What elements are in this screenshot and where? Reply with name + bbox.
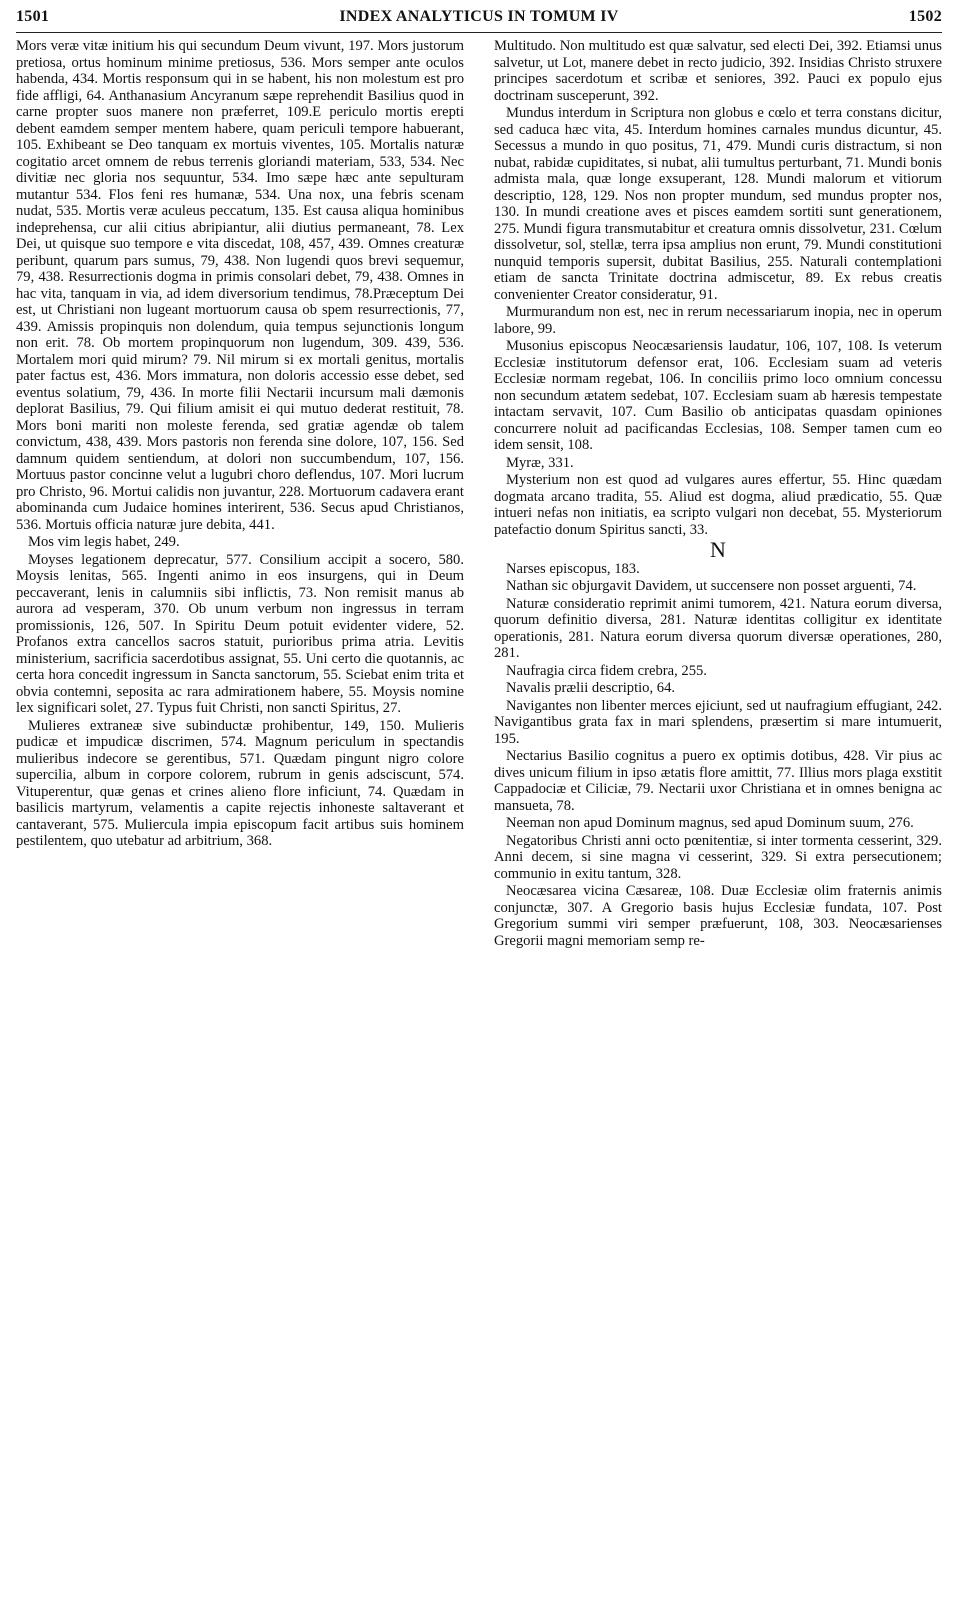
index-entry-navigantes: Navigantes non libenter merces ejiciunt, sed ut naufragium effugiant, 242. Navigantibus grata fax in mari splendens, præsertim si mare intumuerit, 195. — [494, 697, 942, 747]
index-entry-murmurandum: Murmurandum non est, nec in rerum necessariarum inopia, nec in operum labore, 99. — [494, 304, 942, 337]
running-title: INDEX ANALYTICUS IN TOMUM IV — [339, 8, 619, 25]
section-letter-n: N — [710, 537, 726, 562]
index-entry-navalis: Navalis prælii descriptio, 64. — [506, 680, 676, 696]
index-entry-moyses: Moyses legationem deprecatur, 577. Consilium accipit a socero, 580. Moysis lenitas, 565. Ingenti animo in eos insurgens, qui in Deum peccaverant, lenis in calumniis sibi inflictis, 73. Non remisit manus ab aurora ad vesperam, 370. Ob unum verbum non ingressus in terram promissionis, 126, 507. In Spiritu Deum potuit evidenter videre, 52. Profanos extra cancellos sacros statuit, purioribus prima atria. Levitis ministerium, sacrificia sacerdotibus assignat, 55. Uni certo die quotannis, ac certa hora concedit ingressum in Sancta sanctorum, 55. Sciebat enim trita et obvia contemni, seposita ac rara admirationem habere, 55. Moysis nomine lex significari solet, 27. Typus fuit Christi, non sancti Spiritus, 27. — [16, 551, 464, 716]
page-header — [16, 6, 942, 33]
index-entry-nectarius: Nectarius Basilio cognitus a puero ex optimis dotibus, 428. Vir pius ac dives unicum filium in ipso ætatis flore amittit, 77. Illius mors plaga exstitit Cappadociæ et Ciliciæ, 79. Nectarii uxor Christiana et in omnes benigna ac mansueta, 78. — [494, 748, 942, 814]
index-entry-narses: Narses episcopus, 183. — [506, 560, 640, 577]
index-entry-negatoribus: Negatoribus Christi anni octo pœnitentiæ, si inter tormenta cesserint, 329. Anni decem, si sine magna vi cesserint, 329. Si extra persecutionem; communio in exitu tantum, 328. — [494, 832, 942, 882]
right-column — [494, 38, 942, 950]
index-entry-mysterium: Mysterium non est quod ad vulgares aures effertur, 55. Hinc quædam dogmata arcano tradita, 55. Aliud est dogma, aliud prædicatio, 55. Quæ intueri nefas non initiatis, ea scripto vulgari non decebat, 55. Mysteriorum patefactio donum Spiritus sancti, 33. — [494, 472, 942, 538]
index-entry-neeman: Neeman non apud Dominum magnus, sed apud Dominum suum, 276. — [506, 815, 914, 831]
index-entry-neocaesarea: Neocæsarea vicina Cæsareæ, 108. Duæ Ecclesiæ olim fraternis animis conjunctæ, 307. A Gregorio basis hujus Ecclesiæ fundata, 107. Post Gregorium summi viri semper præfuerunt, 108, 303. Neocæsarienses Gregorii magni memoriam semp re- — [494, 883, 942, 949]
index-entry-mulieres: Mulieres extraneæ sive subinductæ prohibentur, 149, 150. Mulieris pudicæ et impudicæ discrimen, 574. Magnum periculum in spectandis mulieribus indecore se gerentibus, 571. Quædam pingunt nigro colore supercilia, album in corpore colorem, rubrum in genis adsciscunt, 574. Vituperentur, quæ genas et crines alieno flore inficiunt, 74. Quædam in basilicis martyrum, velamentis a capite rejectis inhoneste saltaverant et cantaverant, 575. Muliercula impia episcopum facit artibus suis hominem pestilentem, quo utebatur ad arbitrium, 368. — [16, 717, 464, 849]
index-entry-naufragia: Naufragia circa fidem crebra, 255. — [506, 662, 707, 679]
page-number-left: 1501 — [16, 8, 50, 25]
index-entry-naturae: Naturæ consideratio reprimit animi tumorem, 421. Natura eorum diversa, quorum definitio diversa, 281. Naturæ identitas colligitur ex identitate operationis, 281. Natura eorum diversa quorum diversæ operationes, 280, 281. — [494, 595, 942, 661]
index-entry-nathan: Nathan sic objurgavit Davidem, ut succensere non posset arguenti, 74. — [506, 578, 917, 594]
index-entry-multitudo: Multitudo. Non multitudo est quæ salvatur, sed electi Dei, 392. Etiamsi unus salvetur, ut Lot, manere debet in recto judicio, 392. Insidias Christo struxere principes sacerdotum et scribæ et seniores, 392. Pauci ex populo ejus doctrinam susceperunt, 392. — [494, 38, 942, 104]
index-entry-mundus: Mundus interdum in Scriptura non globus e cœlo et terra constans dicitur, sed caduca hæc vita, 45. Interdum homines carnales mundus dicuntur, 45. Secessus a mundo in quo positus, 71, 479. Mundi curis distractum, si non nubat, rabidæ cupiditates, si nubat, alii tumultus perturbant, 71. Mundi bonis admista mala, quæ longe exsuperant, 128. Mundi malorum et vitiorum descriptio, 128, 129. Nos non propter mundum, sed mundus propter nos, 130. In mundi creatione aves et pisces eamdem sortiti sunt generationem, 275. Mundi figura transmutabitur et creatura omnis dissolvetur, 231. Cœlum dissolvetur, sol, stellæ, terra ipsa amplius non erunt, 79. Mundi constitutioni nunquid temporis supersit, dubitat Basilius, 255. Naturali contemplationi etiam de sancta Trinitate doctrina admiscetur, 89. Ex rebus creatis convenienter Creator consideratur, 91. — [494, 105, 942, 303]
index-entry-myrae: Myræ, 331. — [506, 454, 574, 471]
index-entry-musonius: Musonius episcopus Neocæsariensis laudatur, 106, 107, 108. Is veterum Ecclesiæ institutorum defensor erat, 106. Ecclesiam suam ad veteris Ecclesiæ normam regebat, 106. In conciliis primo loco omnium concessu non secundum ætatem sedebat, 107. Ecclesiam suam ab hæresis tempestate intactam servavit, 107. Cum Basilio ob anticipatas quasdam opiniones concurrere noluit ad pacificandas Ecclesias, 108. Semper tamen cum eo idem sensit, 108. — [494, 338, 942, 453]
index-entry-mos: Mos vim legis habet, 249. — [28, 534, 180, 550]
page-number-right: 1502 — [908, 8, 942, 25]
left-column — [16, 38, 464, 851]
index-entry-mors: Mors veræ vitæ initium his qui secundum Deum vivunt, 197. Mors justorum pretiosa, ortus hominum minime pretiosus, 536. Mors semper ante oculos habenda, 434. Mortis responsum qui in se habent, his non molestum est pro fide affligi, 64. Anthanasium Ancyranum sæpe reprehendit Basilius quod in carne propter suos manere non præferret, 109.E periculo mortis erepti debent eamdem semper mentem habere, quam periculi tempore habuerant, 105. Exhibeant se Deo tanquam ex mortuis viventes, 105. Mortalis naturæ cogitatio arcet omnem de rebus terrenis gloriandi materiam, 533, 534. Nec divitiæ nec gloria nos sequuntur, 534. Imo sæpe hæc ante sepulturam mutantur 534. Flos feni res humanæ, 534. Una nox, una febris scenam nudat, 535. Mortis veræ aculeus peccatum, 135. Est causa aliqua hominibus indeprehensa, cur alii citius abripiantur, alii diutius permaneant, 78. Lex Dei, ut quisque suo tempore e vita discedat, 108, 457, 439. Omnes creaturæ peribunt, quarum pars sumus, 79, 438. Non lugendi quos brevi sequemur, 79, 438. Resurrectionis dogma in primis consolari debet, 79, 438. Omnes in hac vita, tanquam in via, ad idem diversorium tendimus, 78.Præceptum Dei est, ut Christiani non lugeant mortuorum causa ob spem resurrectionis, 77, 439. Amissis propinquis non dolendum, quia tempus sejunctionis longum non erit. 78. Ob mortem propinquorum non lugendum, 309. 439, 536. Mortalem mori quid mirum? 79. Nil mirum si ex mortali genitus, mortalis pater factus est, 436. Mors immatura, non doloris accessio esse debet, sed eventus solatium, 79, 436. In morte filii Nectarii incursum mali dæmonis deplorat Basilius, 79. Qui filium amisit ei qui mutuo dederat restituit, 78. Mors boni mariti non moleste ferenda, sed gratiæ agendæ ob talem convictum, 438, 439. Mors pastoris non ferenda sine dolore, 107, 156. Sed damnum quidem sentiendum, at dolori non succumbendum, 107, 156. Mortuus pastor concinne velut a lugubri choro deflendus, 107. Mori lucrum pro Christo, 96. Mortui calidis non juvantur, 228. Mortuorum cadavera erant abominanda cum Judaice homines interirent, 536. Secus apud Christianos, 536. Mortuis officia naturæ jure debita, 441. — [16, 38, 464, 533]
